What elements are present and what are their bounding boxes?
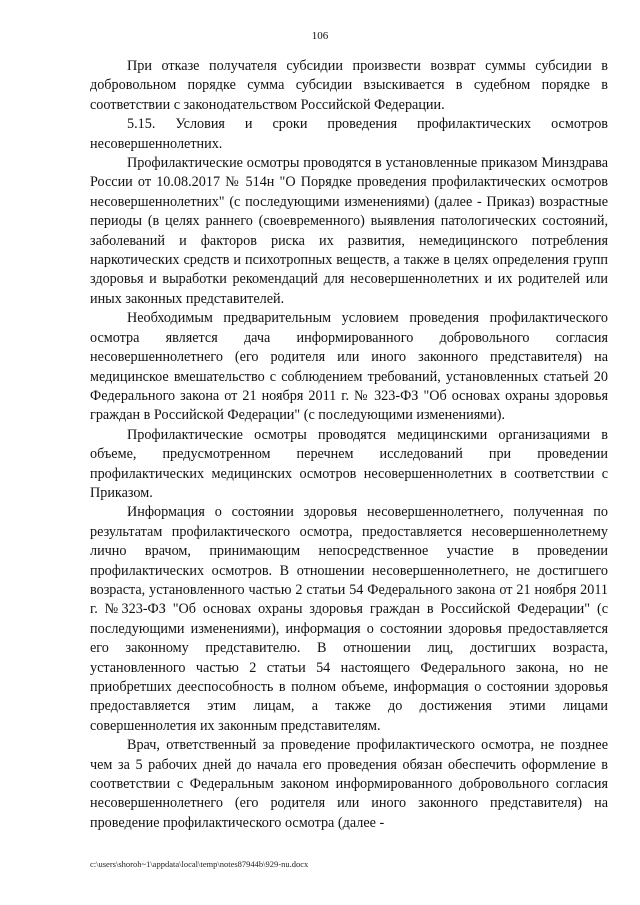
paragraph-responsible-doctor: Врач, ответственный за проведение профилактического осмотра, не позднее чем за 5 рабочих дней до начала его проведения обязан обеспечить оформление в соответствии с Федеральным законом информированного добровольного согласия несовершеннолетнего (его родителя или иного законного представителя) на проведение профилактического осмотра (далее - [90, 737, 608, 831]
document-file-path: c:\users\shoroh~1\appdata\local\temp\notes87944b\929-nu.docx [90, 859, 309, 869]
paragraph-informed-consent: Необходимым предварительным условием проведения профилактического осмотра является дача информированного добровольного согласия несовершеннолетнего (его родителя или иного законного представителя) на медицинское вмешательство с соблюдением требований, установленных статьей 20 Федерального закона от 21 ноября 2011 г. № 323-ФЗ "Об основах охраны здоровья граждан в Российской Федерации" (с последующими изменениями). [90, 310, 608, 424]
paragraph-health-information: Информация о состоянии здоровья несовершеннолетнего, полученная по результатам профилактического осмотра, предоставляется несовершеннолетнему лично врачом, принимающим непосредственное участие в проведении профилактических осмотров. В отношении несовершеннолетнего, не достигшего возраста, установленного частью 2 статьи 54 Федерального закона от 21 ноября 2011 г. №323-ФЗ "Об основах охраны здоровья граждан в Российской Федерации" (с последующими изменениями), информация о состоянии здоровья предоставляется его законному представителю. В отношении лиц, достигших возраста, установленного частью 2 статьи 54 настоящего Федерального закона, но не приобретших дееспособность в полном объеме, информация о состоянии здоровья предоставляется этим лицам, а также до достижения этими лицами совершеннолетия их законным представителям. [90, 504, 608, 734]
page-number: 106 [311, 30, 329, 42]
paragraph-exam-scope: Профилактические осмотры проводятся медицинскими организациями в объеме, предусмотренном перечнем исследований при проведении профилактических медицинских осмотров несовершеннолетних в соответствии с Приказом. [90, 426, 608, 501]
section-heading-5-15: 5.15. Условия и сроки проведения профилактических осмотров несовершеннолетних. [90, 116, 608, 152]
paragraph-exam-periods: Профилактические осмотры проводятся в установленные приказом Минздрава России от 10.08.2017 № 514н "О Порядке проведения профилактических осмотров несовершеннолетних" (с последующими изменениями) (далее - Приказ) возрастные периоды (в целях раннего (своевременного) выявления патологических состояний, заболеваний и факторов риска их развития, немедицинского потребления наркотических средств и психотропных веществ, а также в целях определения групп здоровья и выработки рекомендаций для несовершеннолетних и их родителей или иных законных представителей. [90, 155, 608, 307]
document-body [90, 57, 608, 833]
paragraph-subsidy-refund: При отказе получателя субсидии произвести возврат суммы субсидии в добровольном порядке сумма субсидии взыскивается в судебном порядке в соответствии с законодательством Российской Федерации. [90, 58, 608, 113]
